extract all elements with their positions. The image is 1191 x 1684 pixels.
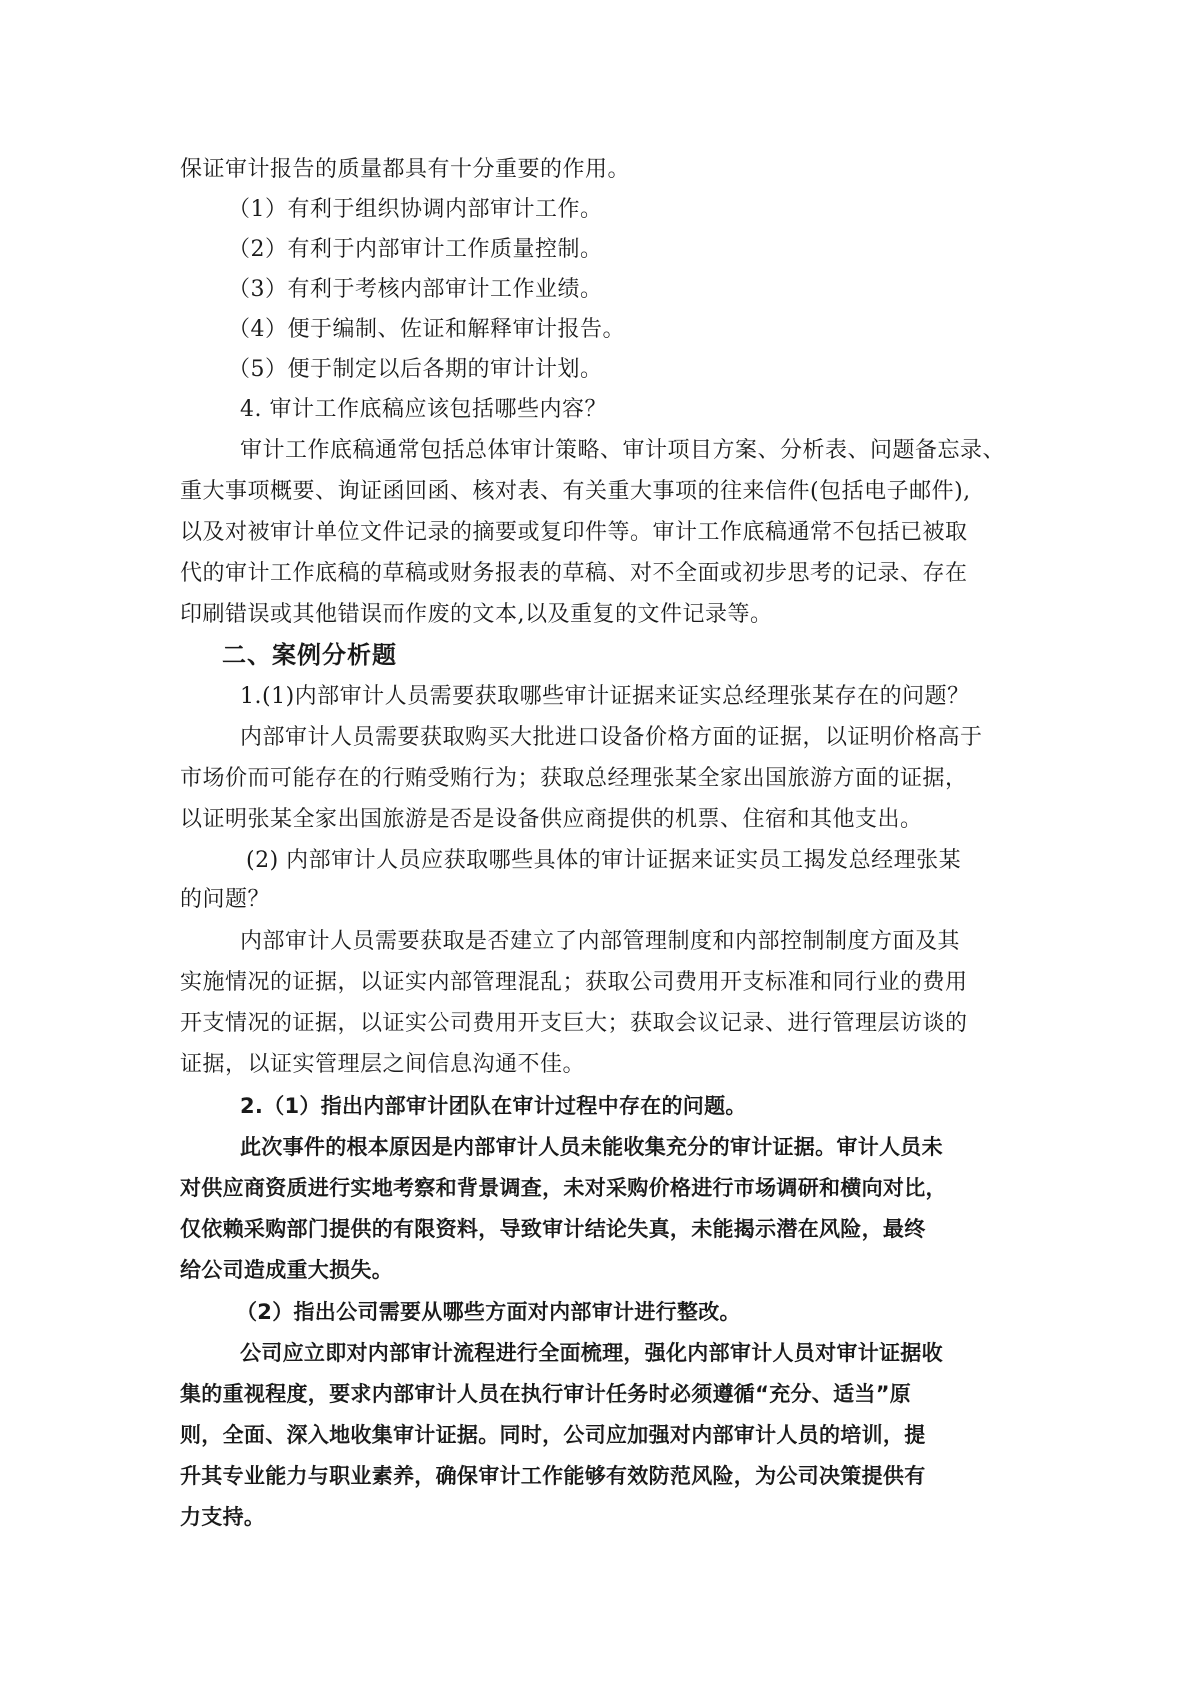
answer-line: 内部审计人员需要获取购买大批进口设备价格方面的证据，以证明价格高于 xyxy=(240,725,983,750)
case1-question-2-cont: 的问题？ xyxy=(180,887,271,912)
answer-line: 开支情况的证据，以证实公司费用开支巨大；获取会议记录、进行管理层访谈的 xyxy=(180,1011,968,1036)
paragraph-tail: 保证审计报告的质量都具有十分重要的作用。 xyxy=(180,157,631,182)
answer-line-bold: 仅依赖采购部门提供的有限资料，导致审计结论失真，未能揭示潜在风险，最终 xyxy=(180,1217,926,1241)
section-heading: 二、案例分析题 xyxy=(222,641,397,669)
case2-question-2: （2）指出公司需要从哪些方面对内部审计进行整改。 xyxy=(236,1300,741,1324)
case1-question-1: 1.(1)内部审计人员需要获取哪些审计证据来证实总经理张某存在的问题？ xyxy=(240,684,970,709)
answer-line-bold: 升其专业能力与职业素养，确保审计工作能够有效防范风险，为公司决策提供有 xyxy=(180,1464,926,1488)
list-item: （2）有利于内部审计工作质量控制。 xyxy=(228,237,603,262)
answer-line-bold: 给公司造成重大损失。 xyxy=(180,1258,393,1282)
answer-line: 以及对被审计单位文件记录的摘要或复印件等。审计工作底稿通常不包括已被取 xyxy=(180,520,968,545)
answer-line-bold: 对供应商资质进行实地考察和背景调查，未对采购价格进行市场调研和横向对比， xyxy=(180,1176,947,1200)
list-item: （4）便于编制、佐证和解释审计报告。 xyxy=(228,317,625,342)
answer-line: 重大事项概要、询证函回函、核对表、有关重大事项的往来信件(包括电子邮件), xyxy=(180,479,971,504)
list-item: （3）有利于考核内部审计工作业绩。 xyxy=(228,277,603,302)
answer-line: 代的审计工作底稿的草稿或财务报表的草稿、对不全面或初步思考的记录、存在 xyxy=(180,561,968,586)
answer-line: 内部审计人员需要获取是否建立了内部管理制度和内部控制制度方面及其 xyxy=(240,929,961,954)
answer-line: 证据，以证实管理层之间信息沟通不佳。 xyxy=(180,1052,586,1077)
answer-line-bold: 力支持。 xyxy=(180,1505,266,1529)
list-item: （5）便于制定以后各期的审计计划。 xyxy=(228,357,603,382)
list-item: （1）有利于组织协调内部审计工作。 xyxy=(228,197,603,222)
answer-line: 审计工作底稿通常包括总体审计策略、审计项目方案、分析表、问题备忘录、 xyxy=(240,438,1006,463)
answer-line: 以证明张某全家出国旅游是否是设备供应商提供的机票、住宿和其他支出。 xyxy=(180,807,923,832)
answer-line: 实施情况的证据，以证实内部管理混乱；获取公司费用开支标准和同行业的费用 xyxy=(180,970,968,995)
question-4-title: 4. 审计工作底稿应该包括哪些内容？ xyxy=(240,397,607,422)
case2-question-1: 2.（1）指出内部审计团队在审计过程中存在的问题。 xyxy=(240,1094,747,1118)
answer-line-bold: 此次事件的根本原因是内部审计人员未能收集充分的审计证据。审计人员未 xyxy=(240,1135,943,1159)
answer-line-bold: 公司应立即对内部审计流程进行全面梳理，强化内部审计人员对审计证据收 xyxy=(240,1341,943,1365)
answer-line: 市场价而可能存在的行贿受贿行为；获取总经理张某全家出国旅游方面的证据， xyxy=(180,766,968,791)
answer-line: 印刷错误或其他错误而作废的文本,以及重复的文件记录等。 xyxy=(180,602,773,627)
answer-line-bold: 集的重视程度，要求内部审计人员在执行审计任务时必须遵循“充分、适当”原 xyxy=(180,1382,912,1406)
answer-line-bold: 则，全面、深入地收集审计证据。同时，公司应加强对内部审计人员的培训，提 xyxy=(180,1423,926,1447)
case1-question-2: (2) 内部审计人员应获取哪些具体的审计证据来证实员工揭发总经理张某 xyxy=(246,848,962,873)
